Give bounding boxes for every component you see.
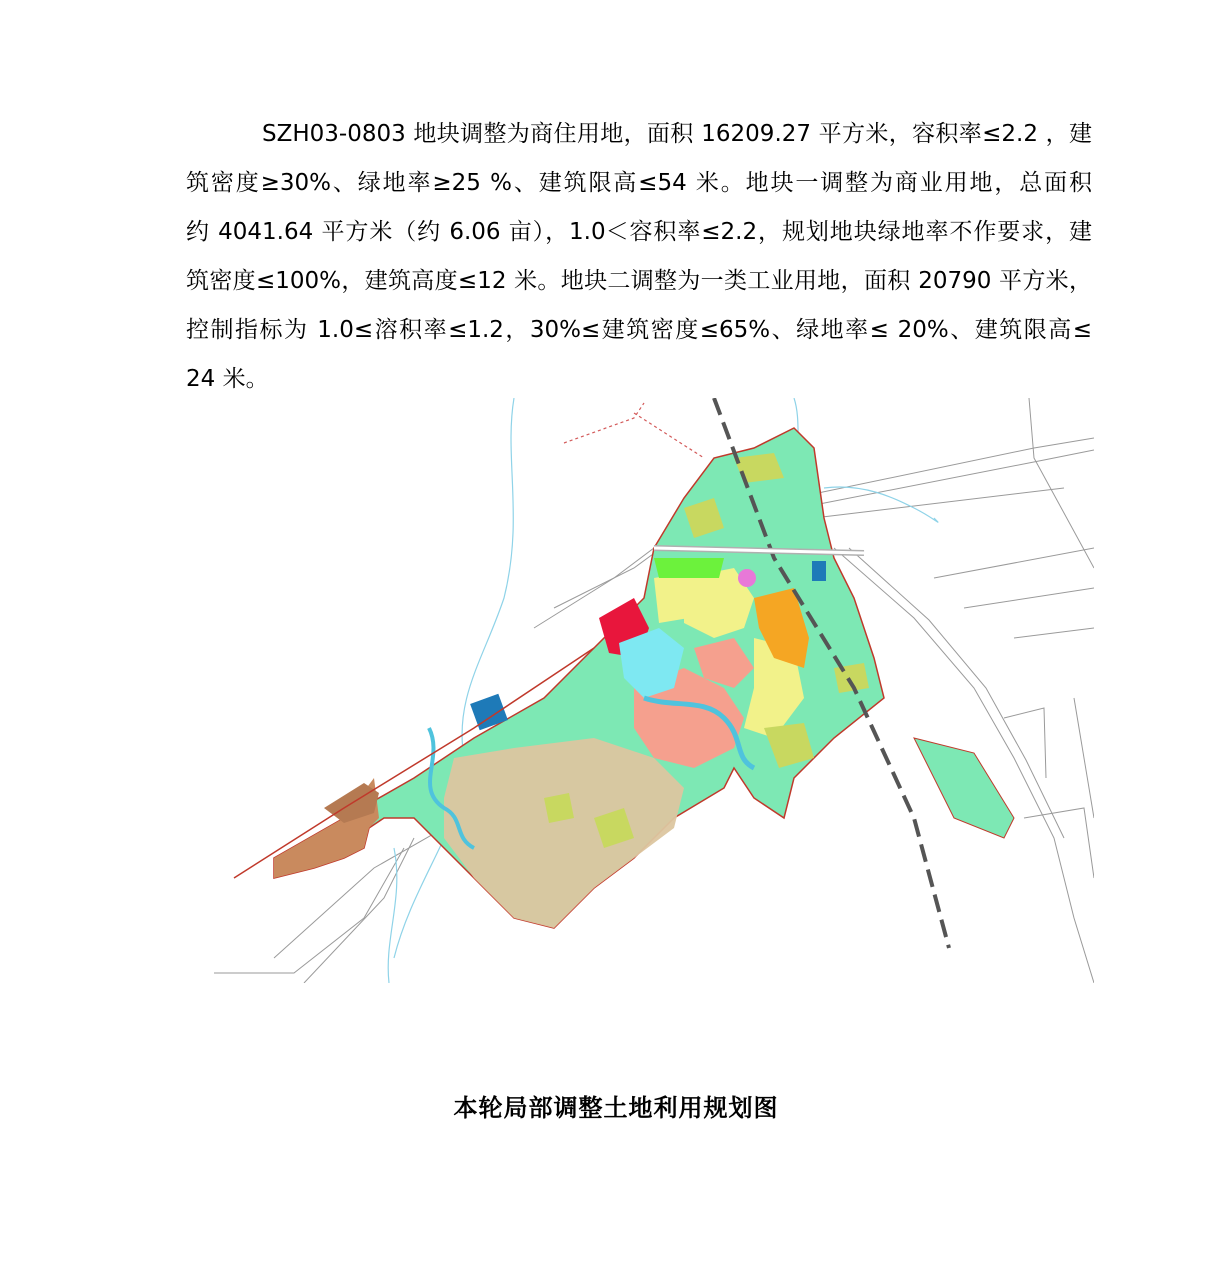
public-facility-block bbox=[812, 561, 826, 581]
red-dashed-line bbox=[564, 403, 644, 443]
paragraph-line: 筑密度≤100%，建筑高度≤12 米。地块二调整为一类工业用地，面积 20790 平方米， bbox=[186, 268, 1092, 294]
paragraph-line: SZH03-0803 地块调整为商住用地，面积 16209.27 平方米，容积率≤2.2 ，建 bbox=[262, 121, 1092, 147]
paragraph-line: 24 米。 bbox=[186, 366, 269, 392]
paragraph-line: 筑密度≥30%、绿地率≥25 %、建筑限高≤54 米。地块一调整为商业用地，总面积 bbox=[186, 170, 1092, 196]
east-green-strip bbox=[914, 738, 1014, 838]
paragraph-line: 控制指标为 1.0≤溶积率≤1.2，30%≤建筑密度≤65%、绿地率≤ 20%、建筑限高≤ bbox=[186, 317, 1092, 343]
paragraph-line: 约 4041.64 平方米（约 6.06 亩），1.0＜容积率≤2.2，规划地块绿地率不作要求，建 bbox=[186, 219, 1092, 245]
map-caption: 本轮局部调整土地利用规划图 bbox=[453, 1094, 779, 1122]
agricultural-zone bbox=[444, 738, 684, 928]
body-paragraph bbox=[186, 110, 1092, 404]
land-use-plan-map bbox=[214, 398, 1094, 983]
yellow-green-zone bbox=[544, 793, 574, 823]
red-dashed-line bbox=[634, 413, 704, 458]
pink-block bbox=[738, 569, 756, 587]
residential-zone-3 bbox=[654, 573, 689, 623]
bright-green-zone bbox=[654, 558, 724, 578]
